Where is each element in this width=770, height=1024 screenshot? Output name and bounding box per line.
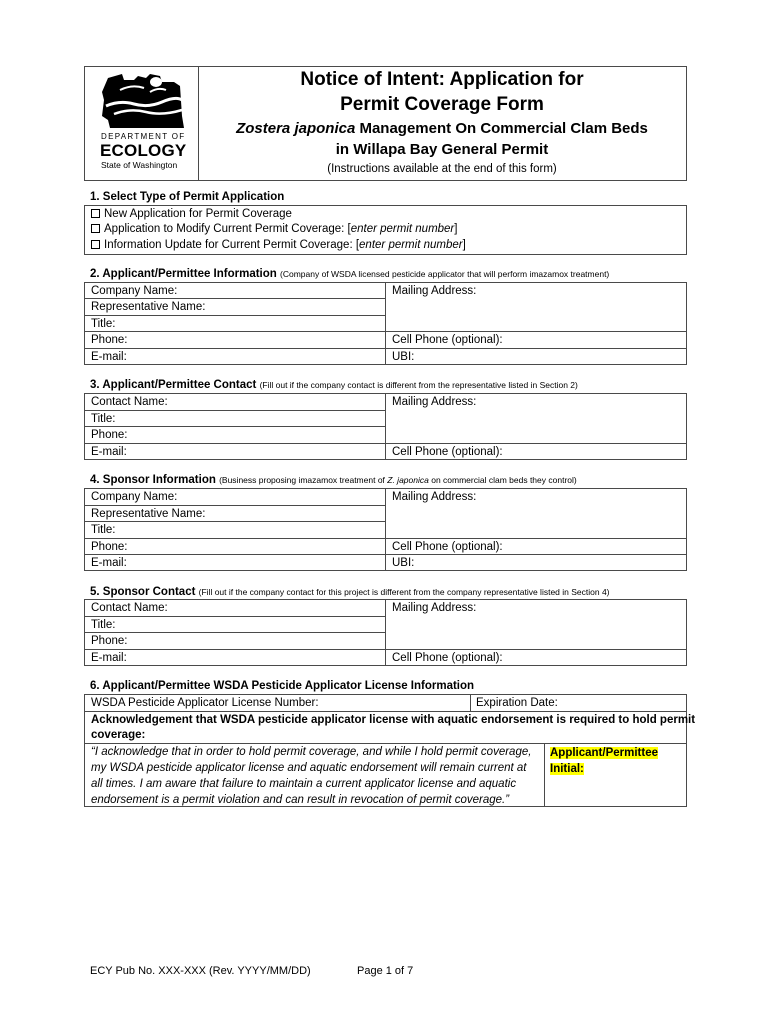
phone-field[interactable]: Phone: bbox=[91, 334, 128, 346]
email-field[interactable]: E-mail: bbox=[91, 557, 127, 569]
section3-note: (Fill out if the company contact is different from the representative listed in Section 2) bbox=[259, 380, 578, 390]
permit-number-placeholder[interactable]: enter permit number bbox=[359, 239, 463, 251]
washington-state-map-icon bbox=[100, 72, 190, 134]
row-line bbox=[84, 632, 385, 633]
option-modify-permit[interactable]: Application to Modify Current Permit Coverage: [enter permit number] bbox=[91, 221, 457, 237]
mailing-address-field[interactable]: Mailing Address: bbox=[392, 396, 477, 408]
option-information-update[interactable]: Information Update for Current Permit Coverage: [enter permit number] bbox=[91, 237, 466, 253]
cell-phone-field[interactable]: Cell Phone (optional): bbox=[392, 446, 503, 458]
section2-heading: 2. Applicant/Permittee Information (Company of WSDA licensed pesticide applicator that will perform imazamox treatment) bbox=[90, 268, 610, 280]
checkbox-information-update[interactable] bbox=[91, 240, 100, 249]
mailing-address-field[interactable]: Mailing Address: bbox=[392, 491, 477, 503]
section5-divider bbox=[385, 599, 386, 666]
row-line bbox=[84, 348, 687, 349]
row-line bbox=[84, 554, 687, 555]
ubi-field[interactable]: UBI: bbox=[392, 557, 415, 569]
initial-divider bbox=[544, 743, 545, 807]
row-line bbox=[84, 410, 385, 411]
acknowledgement-line2: coverage: bbox=[91, 729, 146, 741]
initial-label-line2[interactable]: Initial: bbox=[550, 763, 584, 775]
section5-heading: 5. Sponsor Contact (Fill out if the company contact for this project is different from the company representative listed in Section 4) bbox=[90, 586, 610, 598]
section3-heading: 3. Applicant/Permittee Contact (Fill out if the company contact is different from the representative listed in Section 2) bbox=[90, 379, 578, 391]
acknowledgement-quote-line: “I acknowledge that in order to hold permit coverage, and while I hold permit coverage, bbox=[91, 746, 532, 758]
email-field[interactable]: E-mail: bbox=[91, 351, 127, 363]
page-title-line2: Permit Coverage Form bbox=[340, 94, 544, 115]
title-field[interactable]: Title: bbox=[91, 524, 116, 536]
mailing-address-field[interactable]: Mailing Address: bbox=[392, 285, 477, 297]
acknowledgement-quote-line: my WSDA pesticide applicator license and aquatic endorsement will remain current at bbox=[91, 762, 527, 774]
section5-note: (Fill out if the company contact for this project is different from the company representative listed in Section 4) bbox=[198, 587, 610, 597]
section6-heading: 6. Applicant/Permittee WSDA Pesticide Applicator License Information bbox=[90, 680, 475, 692]
row-line bbox=[84, 315, 385, 316]
row-line bbox=[84, 538, 687, 539]
acknowledgement-quote-line: all times. I am aware that failure to maintain a current applicator license and aquatic bbox=[91, 778, 517, 790]
section2-divider bbox=[385, 282, 386, 365]
contact-name-field[interactable]: Contact Name: bbox=[91, 602, 168, 614]
footer-page-number: Page 1 of 7 bbox=[357, 965, 414, 977]
contact-name-field[interactable]: Contact Name: bbox=[91, 396, 168, 408]
company-name-field[interactable]: Company Name: bbox=[91, 285, 178, 297]
section4-note: (Business proposing imazamox treatment of Z. japonica on commercial clam beds they control) bbox=[219, 475, 577, 485]
title-field[interactable]: Title: bbox=[91, 318, 116, 330]
checkbox-new-application[interactable] bbox=[91, 209, 100, 218]
expiration-date-field[interactable]: Expiration Date: bbox=[476, 697, 558, 709]
subtitle-rest: Management On Commercial Clam Beds bbox=[355, 120, 648, 137]
section1-heading: 1. Select Type of Permit Application bbox=[90, 191, 285, 203]
checkbox-modify-permit[interactable] bbox=[91, 224, 100, 233]
phone-field[interactable]: Phone: bbox=[91, 635, 128, 647]
footer-publication: ECY Pub No. XXX-XXX (Rev. YYYY/MM/DD) bbox=[90, 965, 311, 977]
page-title-line1: Notice of Intent: Application for bbox=[300, 69, 584, 90]
logo-ecology: ECOLOGY bbox=[100, 141, 187, 160]
header-divider bbox=[198, 66, 199, 181]
phone-field[interactable]: Phone: bbox=[91, 541, 128, 553]
page-subtitle-line2: in Willapa Bay General Permit bbox=[335, 141, 549, 158]
section4-heading: 4. Sponsor Information (Business proposing imazamox treatment of Z. japonica on commercial clam beds they control) bbox=[90, 474, 577, 486]
ubi-field[interactable]: UBI: bbox=[392, 351, 415, 363]
cell-phone-field[interactable]: Cell Phone (optional): bbox=[392, 652, 503, 664]
row-line bbox=[84, 426, 385, 427]
instructions-note: (Instructions available at the end of this form) bbox=[327, 163, 557, 175]
acknowledgement-line1: Acknowledgement that WSDA pesticide applicator license with aquatic endorsement is required to hold permit bbox=[91, 714, 696, 726]
email-field[interactable]: E-mail: bbox=[91, 446, 127, 458]
phone-field[interactable]: Phone: bbox=[91, 429, 128, 441]
row-line bbox=[84, 443, 687, 444]
logo-state: State of Washington bbox=[101, 160, 178, 170]
license-number-field[interactable]: WSDA Pesticide Applicator License Number: bbox=[91, 697, 319, 709]
section2-note: (Company of WSDA licensed pesticide applicator that will perform imazamox treatment) bbox=[280, 269, 610, 279]
species-name: Zostera japonica bbox=[236, 120, 356, 137]
representative-name-field[interactable]: Representative Name: bbox=[91, 301, 206, 313]
title-field[interactable]: Title: bbox=[91, 619, 116, 631]
option-new-application[interactable]: New Application for Permit Coverage bbox=[91, 206, 292, 222]
license-divider bbox=[470, 694, 471, 711]
ecology-logo bbox=[100, 72, 190, 172]
acknowledgement-quote-line: endorsement is a permit violation and can result in revocation of permit coverage.” bbox=[91, 794, 510, 806]
company-name-field[interactable]: Company Name: bbox=[91, 491, 178, 503]
representative-name-field[interactable]: Representative Name: bbox=[91, 508, 206, 520]
section3-divider bbox=[385, 393, 386, 460]
email-field[interactable]: E-mail: bbox=[91, 652, 127, 664]
cell-phone-field[interactable]: Cell Phone (optional): bbox=[392, 541, 503, 553]
initial-label-line1[interactable]: Applicant/Permittee bbox=[550, 747, 658, 759]
cell-phone-field[interactable]: Cell Phone (optional): bbox=[392, 334, 503, 346]
title-field[interactable]: Title: bbox=[91, 413, 116, 425]
row-line bbox=[84, 331, 687, 332]
mailing-address-field[interactable]: Mailing Address: bbox=[392, 602, 477, 614]
row-line bbox=[84, 616, 385, 617]
row-line bbox=[84, 649, 687, 650]
logo-department-of: DEPARTMENT OF bbox=[101, 132, 186, 141]
page-subtitle-line1 bbox=[200, 119, 684, 139]
permit-number-placeholder[interactable]: enter permit number bbox=[350, 223, 455, 235]
section4-divider bbox=[385, 488, 386, 571]
